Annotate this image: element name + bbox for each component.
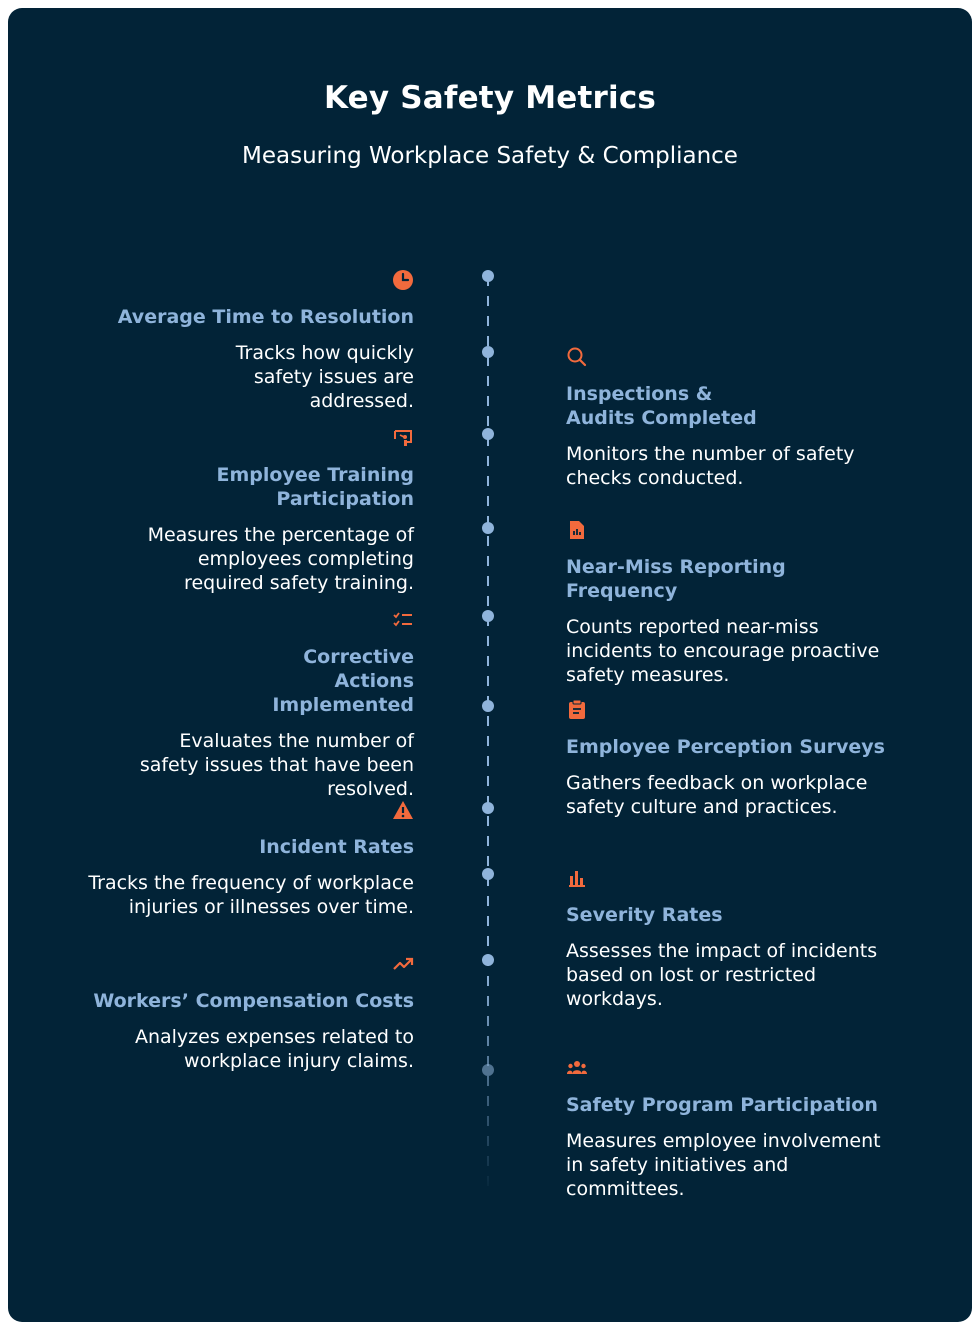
metric-safety-program-participation	[566, 1057, 886, 1201]
timeline-dot	[482, 428, 494, 440]
metric-title: Inspections & Audits Completed	[566, 383, 757, 429]
training-icon	[392, 427, 414, 449]
timeline-dot	[482, 610, 494, 622]
metric-near-miss-reporting	[566, 519, 886, 687]
metric-incident-rates	[74, 799, 414, 919]
metric-description: Tracks how quickly safety issues are addressed.	[235, 342, 414, 412]
metric-description: Counts reported near-miss incidents to encourage proactive safety measures.	[566, 616, 880, 686]
metric-severity-rates	[566, 867, 886, 1011]
timeline-dot	[482, 346, 494, 358]
metric-description: Gathers feedback on workplace safety culture and practices.	[566, 772, 868, 818]
page-title: Key Safety Metrics	[323, 80, 657, 116]
page-subtitle: Measuring Workplace Safety & Compliance	[242, 143, 738, 169]
metric-title: Employee Training Participation	[216, 464, 414, 510]
timeline-dot	[482, 270, 494, 282]
metric-employee-perception-surveys	[566, 699, 886, 819]
metric-average-time-to-resolution	[74, 269, 414, 413]
metric-description: Measures employee involvement in safety initiatives and committees.	[566, 1130, 881, 1200]
timeline-dot	[482, 700, 494, 712]
metric-title: Near-Miss Reporting Frequency	[566, 556, 786, 602]
search-icon	[566, 346, 588, 368]
warning-icon	[392, 799, 414, 821]
bar-chart-icon	[566, 867, 588, 889]
metric-workers-compensation	[74, 953, 414, 1073]
metric-description: Analyzes expenses related to workplace injury claims.	[134, 1026, 414, 1072]
metric-inspections-audits	[566, 346, 886, 490]
group-icon	[566, 1057, 588, 1079]
report-icon	[566, 519, 588, 541]
timeline-dot	[482, 1064, 494, 1076]
checklist-icon	[392, 609, 414, 631]
metric-title: Safety Program Participation	[566, 1094, 878, 1116]
trend-up-icon	[392, 953, 414, 975]
metric-description: Assesses the impact of incidents based on lost or restricted workdays.	[566, 940, 878, 1010]
metric-title: Workers’ Compensation Costs	[93, 990, 414, 1012]
timeline-dot	[482, 802, 494, 814]
metric-employee-training	[74, 427, 414, 595]
metric-title: Incident Rates	[259, 836, 414, 858]
metric-description: Measures the percentage of employees completing required safety training.	[147, 524, 414, 594]
metric-title: Average Time to Resolution	[117, 306, 414, 328]
timeline-dot	[482, 522, 494, 534]
metric-corrective-actions	[74, 609, 414, 801]
timeline-line	[487, 276, 489, 1196]
metric-description: Evaluates the number of safety issues that have been resolved.	[139, 730, 414, 800]
timeline-dot	[482, 868, 494, 880]
timeline-dot	[482, 954, 494, 966]
clock-icon	[392, 269, 414, 291]
metric-description: Tracks the frequency of workplace injuries or illnesses over time.	[88, 872, 414, 918]
metric-title: Employee Perception Surveys	[566, 736, 885, 758]
clipboard-icon	[566, 699, 588, 721]
metric-title: Severity Rates	[566, 904, 723, 926]
metric-title: Corrective Actions Implemented	[272, 646, 414, 716]
metric-description: Monitors the number of safety checks conducted.	[566, 443, 855, 489]
